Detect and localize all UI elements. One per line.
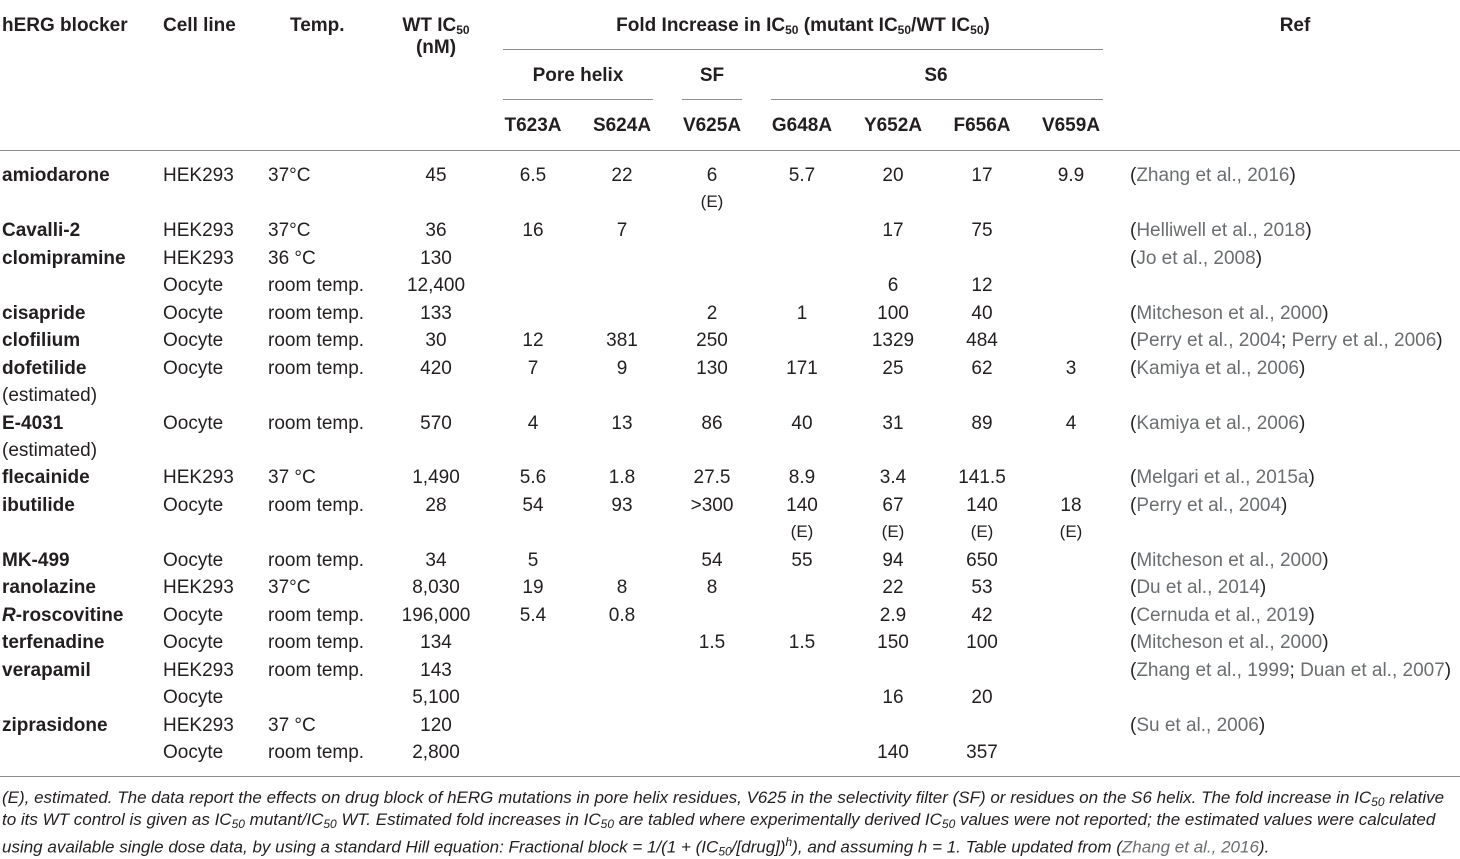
- fold-value: 150: [877, 632, 909, 653]
- reference-link[interactable]: Helliwell et al., 2018: [1136, 220, 1306, 241]
- cell-line: Oocyte: [163, 742, 224, 763]
- cell-line: Oocyte: [163, 358, 224, 379]
- paren: ): [1289, 165, 1296, 186]
- reference-link[interactable]: Kamiya et al., 2006: [1136, 413, 1299, 434]
- reference-link[interactable]: Perry et al., 2004: [1136, 495, 1282, 516]
- footnote-text: ), and assuming h = 1. Table updated from (: [792, 837, 1122, 857]
- paren: (: [1130, 330, 1137, 351]
- reference: [1130, 577, 1266, 599]
- header-rule-fold: [503, 49, 1103, 50]
- fold-value: >300: [690, 495, 734, 516]
- wt-ic50-value: 120: [420, 715, 452, 736]
- drug-name-text: clomipramine: [2, 248, 126, 269]
- footnote-sub: 50: [323, 817, 337, 831]
- fold-value: 1329: [871, 330, 915, 351]
- cell-line: Oocyte: [163, 330, 224, 351]
- paren: ): [1322, 632, 1329, 653]
- drug-name: [2, 413, 63, 435]
- fold-value: 9: [616, 358, 628, 379]
- temperature: room temp.: [268, 358, 365, 379]
- fold-value: 22: [611, 165, 633, 186]
- fold-value: 94: [882, 550, 904, 571]
- fold-value: 141.5: [958, 467, 1006, 488]
- cell-line: HEK293: [163, 660, 234, 681]
- drug-name: [2, 248, 126, 270]
- drug-name: [2, 495, 75, 517]
- fold-part: Fold Increase in IC: [616, 15, 786, 36]
- reference: [1130, 413, 1305, 435]
- header-wt-ic50-text: WT IC: [402, 15, 457, 36]
- estimated-flag: (E): [1059, 522, 1083, 541]
- paren: (: [1130, 715, 1137, 736]
- drug-note: (estimated): [2, 385, 98, 406]
- cell-line: HEK293: [163, 577, 234, 598]
- paren: (: [1130, 467, 1137, 488]
- paren: (: [1130, 660, 1137, 681]
- fold-sub: 50: [785, 23, 799, 37]
- fold-value: 650: [966, 550, 998, 571]
- temperature: 37°C: [268, 165, 311, 186]
- reference-link[interactable]: Mitcheson et al., 2000: [1136, 550, 1323, 571]
- wt-ic50-value: 134: [420, 632, 452, 653]
- fold-value: 381: [606, 330, 638, 351]
- footnote-sub: 50: [1371, 795, 1385, 809]
- fold-value: 17: [971, 165, 993, 186]
- reference: [1130, 303, 1329, 325]
- temperature: room temp.: [268, 660, 365, 681]
- fold-value: 7: [616, 220, 628, 241]
- fold-value: 13: [611, 413, 633, 434]
- wt-ic50-value: 570: [420, 413, 452, 434]
- reference-link[interactable]: Jo et al., 2008: [1136, 248, 1256, 269]
- header-mutant: T623A: [504, 115, 562, 136]
- reference-link[interactable]: Zhang et al., 1999: [1136, 660, 1290, 681]
- fold-value: 2: [706, 303, 718, 324]
- fold-value: 67: [882, 495, 904, 516]
- fold-value: 2.9: [879, 605, 907, 626]
- header-mutant: Y652A: [863, 115, 923, 136]
- header-cell-line: Cell line: [163, 15, 236, 36]
- temperature: 36 °C: [268, 248, 316, 269]
- fold-value: 17: [882, 220, 904, 241]
- drug-name: [2, 303, 85, 325]
- paren: (: [1130, 303, 1137, 324]
- paren: ): [1308, 467, 1315, 488]
- drug-note: (estimated): [2, 440, 98, 461]
- reference-link[interactable]: Perry et al., 2004: [1136, 330, 1282, 351]
- drug-name: [2, 632, 104, 654]
- header-mutant: V625A: [682, 115, 742, 136]
- footnote-sub: 50: [600, 817, 614, 831]
- wt-ic50-value: 143: [420, 660, 452, 681]
- reference-link[interactable]: Duan et al., 2007: [1300, 660, 1445, 681]
- fold-value: 1.8: [608, 467, 636, 488]
- fold-value: 250: [696, 330, 728, 351]
- reference: [1130, 632, 1329, 654]
- fold-part: /WT IC: [911, 15, 971, 36]
- paren: (: [1130, 550, 1137, 571]
- reference: [1130, 248, 1262, 270]
- footnote-text: (E), estimated. The data report the effects on drug block of hERG mutations in pore helix residues, V625 in the selectivity filter (SF) or residues on the S6 helix. The fold increase in IC: [2, 788, 1372, 807]
- fold-part: (mutant IC: [798, 15, 898, 36]
- fold-value: 18: [1060, 495, 1082, 516]
- drug-name: [2, 467, 90, 489]
- fold-value: 19: [522, 577, 544, 598]
- fold-value: 54: [522, 495, 544, 516]
- paren: ): [1281, 495, 1288, 516]
- drug-name-text: dofetilide: [2, 358, 87, 379]
- drug-name-text: MK-499: [2, 550, 70, 571]
- paren: (: [1130, 632, 1137, 653]
- fold-value: 140: [786, 495, 818, 516]
- fold-value: 22: [882, 577, 904, 598]
- footnote-ref-link[interactable]: Zhang et al., 2016: [1121, 837, 1259, 857]
- cell-line: Oocyte: [163, 413, 224, 434]
- fold-value: 5.4: [519, 605, 547, 626]
- drug-name: [2, 330, 80, 352]
- fold-value: 140: [877, 742, 909, 763]
- fold-part: ): [983, 15, 990, 36]
- paren: (: [1130, 495, 1137, 516]
- fold-value: 357: [966, 742, 998, 763]
- drug-name-text: flecainide: [2, 467, 90, 488]
- fold-value: 55: [791, 550, 813, 571]
- ref-separator: ;: [1281, 330, 1292, 351]
- header-rule-sf: [682, 99, 742, 100]
- estimated-flag: (E): [881, 522, 905, 541]
- reference: [1130, 605, 1315, 627]
- footnote-text: relative to its WT control is given as IC: [2, 788, 1445, 829]
- wt-ic50-value: 130: [420, 248, 452, 269]
- paren: ): [1305, 220, 1312, 241]
- fold-value: 6.5: [519, 165, 547, 186]
- wt-ic50-value: 30: [425, 330, 447, 351]
- paren: ): [1322, 303, 1329, 324]
- paren: (: [1130, 248, 1137, 269]
- header-ref: Ref: [1279, 15, 1311, 36]
- paren: (: [1130, 220, 1137, 241]
- temperature: room temp.: [268, 275, 365, 296]
- header-fold-increase: [616, 15, 990, 37]
- cell-line: Oocyte: [163, 303, 224, 324]
- wt-ic50-value: 196,000: [401, 605, 471, 626]
- reference: [1130, 660, 1451, 682]
- temperature: 37 °C: [268, 715, 316, 736]
- paren: ): [1298, 413, 1306, 434]
- fold-value: 5: [527, 550, 539, 571]
- fold-value: 1.5: [698, 632, 726, 653]
- paren: ): [1436, 330, 1443, 351]
- temperature: room temp.: [268, 495, 365, 516]
- reference-link[interactable]: Cernuda et al., 2019: [1136, 605, 1309, 626]
- temperature: room temp.: [268, 413, 365, 434]
- wt-ic50-value: 8,030: [412, 577, 460, 598]
- fold-value: 62: [971, 358, 993, 379]
- fold-value: 12: [971, 275, 993, 296]
- reference: [1130, 220, 1312, 242]
- fold-value: 12: [522, 330, 544, 351]
- cell-line: Oocyte: [163, 605, 224, 626]
- cell-line: Oocyte: [163, 550, 224, 571]
- ref-separator: ;: [1289, 660, 1301, 681]
- drug-prefix: R: [2, 605, 16, 626]
- fold-value: 54: [701, 550, 723, 571]
- drug-name-text: amiodarone: [2, 165, 110, 186]
- reference-link[interactable]: Su et al., 2006: [1136, 715, 1259, 736]
- paren: ): [1444, 660, 1452, 681]
- footnote-text: /[drug]): [731, 837, 786, 857]
- header-mutant: V659A: [1041, 115, 1101, 136]
- wt-ic50-value: 1,490: [412, 467, 460, 488]
- wt-ic50-value: 28: [425, 495, 447, 516]
- drug-name: [2, 358, 86, 380]
- table-footnote: [2, 787, 1460, 859]
- fold-value: 5.7: [788, 165, 816, 186]
- header-mutant: F656A: [953, 115, 1011, 136]
- estimated-flag: (E): [700, 192, 724, 211]
- fold-value: 8.9: [788, 467, 816, 488]
- fold-value: 16: [882, 687, 904, 708]
- fold-value: 20: [882, 165, 904, 186]
- footnote-text: mutant/IC: [244, 810, 324, 829]
- fold-value: 89: [971, 413, 993, 434]
- header-mutant: G648A: [771, 115, 833, 136]
- reference: [1130, 550, 1329, 572]
- paren: (: [1130, 605, 1137, 626]
- paren: ): [1259, 577, 1267, 598]
- fold-value: 6: [887, 275, 899, 296]
- cell-line: HEK293: [163, 467, 234, 488]
- paren: (: [1130, 413, 1137, 434]
- paren: (: [1130, 165, 1137, 186]
- fold-value: 140: [966, 495, 998, 516]
- wt-ic50-value: 36: [425, 220, 447, 241]
- footnote-sub: 50: [231, 817, 245, 831]
- reference: [1130, 495, 1287, 517]
- cell-line: HEK293: [163, 715, 234, 736]
- reference-link[interactable]: Kamiya et al., 2006: [1136, 358, 1299, 379]
- header-wt-ic50: [402, 15, 469, 59]
- fold-value: 4: [527, 413, 539, 434]
- drug-name-text: ziprasidone: [2, 715, 108, 736]
- fold-sub: 50: [970, 23, 984, 37]
- header-bottom-rule: [0, 150, 1460, 151]
- paren: (: [1130, 358, 1137, 379]
- reference-link[interactable]: Mitcheson et al., 2000: [1136, 632, 1323, 653]
- reference: [1130, 715, 1265, 737]
- reference-link[interactable]: Melgari et al., 2015a: [1136, 467, 1309, 488]
- footnote-text: are tabled where experimentally derived IC: [614, 810, 942, 829]
- temperature: 37°C: [268, 220, 311, 241]
- cell-line: Oocyte: [163, 495, 224, 516]
- drug-name: [2, 660, 91, 682]
- fold-value: 86: [701, 413, 723, 434]
- wt-ic50-value: 12,400: [406, 275, 466, 296]
- fold-value: 40: [971, 303, 993, 324]
- header-rule-pore-helix: [503, 99, 653, 100]
- fold-value: 40: [791, 413, 813, 434]
- reference-link[interactable]: Perry et al., 2006: [1291, 330, 1437, 351]
- footnote-sup: h: [785, 835, 793, 849]
- reference-link[interactable]: Zhang et al., 2016: [1136, 165, 1290, 186]
- fold-value: 25: [882, 358, 904, 379]
- header-wt-ic50-sub: 50: [456, 23, 470, 37]
- footnote-text: values were not reported; the estimated values were calculated using available single dose data, by using a standard Hill equation: Fractional block = 1/(1 + (IC: [2, 810, 1436, 857]
- reference: [1130, 467, 1315, 489]
- header-group-sf: SF: [699, 65, 725, 86]
- wt-ic50-value: 34: [425, 550, 447, 571]
- reference: [1130, 358, 1305, 380]
- drug-name-text: ranolazine: [2, 577, 96, 598]
- reference: [1130, 165, 1296, 187]
- temperature: 37°C: [268, 577, 311, 598]
- reference: [1130, 330, 1443, 352]
- fold-value: 100: [877, 303, 909, 324]
- fold-value: 3.4: [879, 467, 907, 488]
- fold-value: 8: [616, 577, 628, 598]
- fold-value: 93: [611, 495, 633, 516]
- footnote-sub: 50: [718, 844, 732, 859]
- drug-name-text: verapamil: [2, 660, 91, 681]
- header-temp: Temp.: [290, 15, 345, 36]
- cell-line: Oocyte: [163, 687, 224, 708]
- fold-value: 4: [1065, 413, 1077, 434]
- fold-value: 27.5: [693, 467, 731, 488]
- temperature: room temp.: [268, 632, 365, 653]
- header-group-pore-helix: Pore helix: [532, 65, 624, 86]
- header-wt-unit: (nM): [415, 37, 457, 58]
- fold-sub: 50: [897, 23, 912, 37]
- cell-line: HEK293: [163, 248, 234, 269]
- estimated-flag: (E): [970, 522, 994, 541]
- drug-name: [2, 550, 70, 572]
- drug-name-text: Cavalli-2: [2, 220, 81, 241]
- temperature: room temp.: [268, 330, 365, 351]
- drug-name: [2, 165, 110, 187]
- fold-value: 20: [971, 687, 993, 708]
- header-group-s6: S6: [924, 65, 948, 86]
- paren: ): [1258, 715, 1266, 736]
- reference-link[interactable]: Mitcheson et al., 2000: [1136, 303, 1323, 324]
- fold-value: 6: [706, 165, 718, 186]
- header-mutant: S624A: [592, 115, 652, 136]
- cell-line: Oocyte: [163, 275, 224, 296]
- fold-value: 9.9: [1057, 165, 1085, 186]
- drug-name-text: E-4031: [2, 413, 64, 434]
- fold-value: 1.5: [788, 632, 816, 653]
- wt-ic50-value: 133: [420, 303, 452, 324]
- header-drug: hERG blocker: [2, 15, 128, 36]
- fold-value: 53: [971, 577, 993, 598]
- drug-name-text: clofilium: [2, 330, 81, 351]
- cell-line: Oocyte: [163, 632, 224, 653]
- drug-name: [2, 577, 96, 599]
- footnote-text: ).: [1258, 837, 1270, 857]
- cell-line: HEK293: [163, 220, 234, 241]
- reference-link[interactable]: Du et al., 2014: [1136, 577, 1260, 598]
- fold-value: 171: [786, 358, 818, 379]
- fold-value: 130: [696, 358, 728, 379]
- paren: (: [1130, 577, 1137, 598]
- drug-name: [2, 715, 108, 737]
- drug-name-text: ibutilide: [2, 495, 75, 516]
- temperature: 37 °C: [268, 467, 316, 488]
- fold-value: 75: [971, 220, 993, 241]
- drug-name: [2, 220, 80, 242]
- fold-value: 1: [796, 303, 808, 324]
- fold-value: 42: [971, 605, 993, 626]
- temperature: room temp.: [268, 303, 365, 324]
- wt-ic50-value: 2,800: [412, 742, 460, 763]
- paren: ): [1322, 550, 1329, 571]
- fold-value: 3: [1065, 358, 1077, 379]
- temperature: room temp.: [268, 605, 365, 626]
- fold-value: 16: [522, 220, 544, 241]
- drug-name-text: -roscovitine: [15, 605, 124, 626]
- fold-value: 100: [966, 632, 998, 653]
- fold-value: 8: [706, 577, 718, 598]
- paren: ): [1255, 248, 1263, 269]
- temperature: room temp.: [268, 742, 365, 763]
- fold-value: 5.6: [519, 467, 547, 488]
- fold-value: 31: [882, 413, 904, 434]
- paren: ): [1298, 358, 1306, 379]
- drug-name-text: cisapride: [2, 303, 86, 324]
- cell-line: HEK293: [163, 165, 234, 186]
- fold-value: 7: [527, 358, 539, 379]
- footnote-sub: 50: [941, 817, 956, 831]
- temperature: room temp.: [268, 550, 365, 571]
- wt-ic50-value: 45: [425, 165, 447, 186]
- drug-name: [2, 605, 123, 627]
- fold-value: 484: [966, 330, 998, 351]
- table-bottom-rule: [0, 776, 1460, 777]
- paren: ): [1308, 605, 1315, 626]
- header-rule-s6: [771, 99, 1103, 100]
- drug-name-text: terfenadine: [2, 632, 105, 653]
- footnote-text: WT. Estimated fold increases in IC: [336, 810, 601, 829]
- fold-value: 0.8: [608, 605, 636, 626]
- estimated-flag: (E): [790, 522, 814, 541]
- wt-ic50-value: 5,100: [412, 687, 460, 708]
- wt-ic50-value: 420: [420, 358, 452, 379]
